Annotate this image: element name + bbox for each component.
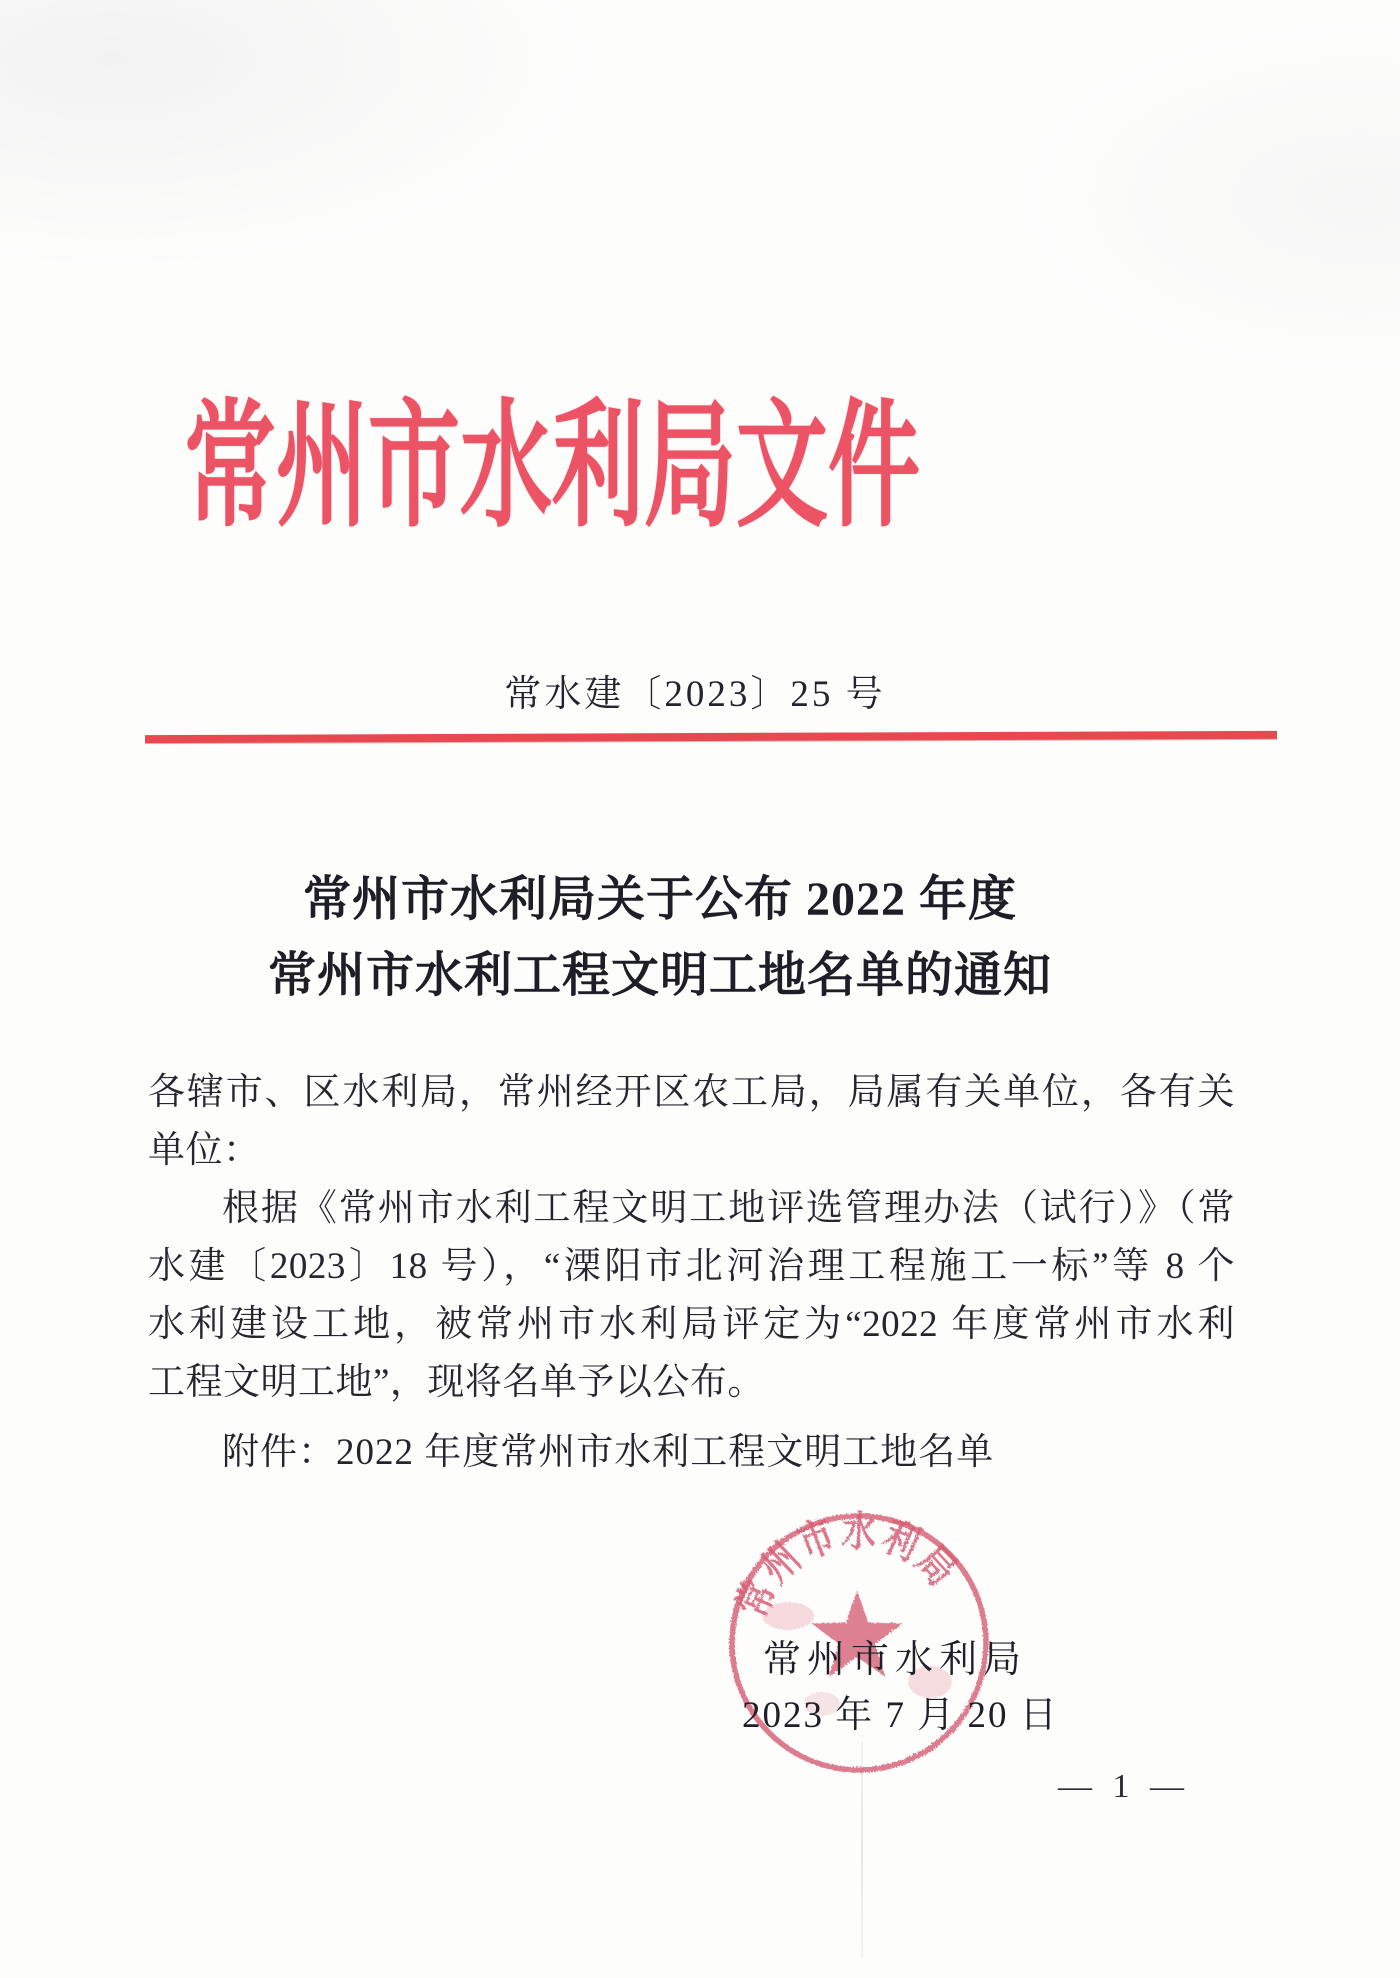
body-line: 工程文明工地”，现将名单予以公布。 [148,1362,765,1403]
body-line: 根据《常州市水利工程文明工地评选管理办法（试行）》（常 [222,1188,1235,1229]
attachment-line: 附件：2022 年度常州市水利工程文明工地名单 [222,1432,995,1473]
letterhead-red-rule [145,731,1277,743]
salutation-line: 各辖市、区水利局，常州经开区农工局，局属有关单位，各有关 [148,1072,1235,1113]
seal-arc-text: 常州市水利局 [729,1508,972,1625]
notice-title-line-1: 常州市水利局关于公布 2022 年度 [302,873,1017,926]
seal-smudge [762,1602,814,1630]
signature-date: 2023 年 7 月 20 日 [742,1695,1059,1736]
page-number: — 1 — [1058,1768,1190,1805]
notice-body [148,1064,1235,1412]
document-number: 常水建〔2023〕25 号 [504,674,886,715]
notice-title-line-2: 常州市水利工程文明工地名单的通知 [267,949,1052,1002]
signature-organization: 常州市水利局 [763,1639,1028,1681]
body-line: 水利建设工地，被常州市水利局评定为“2022 年度常州市水利 [148,1304,1235,1345]
notice-title [100,862,1220,1014]
letterhead-title: 常州市水利局文件 [183,390,920,544]
salutation-line: 单位： [148,1130,261,1171]
body-line: 水建〔2023〕18 号），“溧阳市北河治理工程施工一标”等 8 个 [148,1246,1235,1287]
